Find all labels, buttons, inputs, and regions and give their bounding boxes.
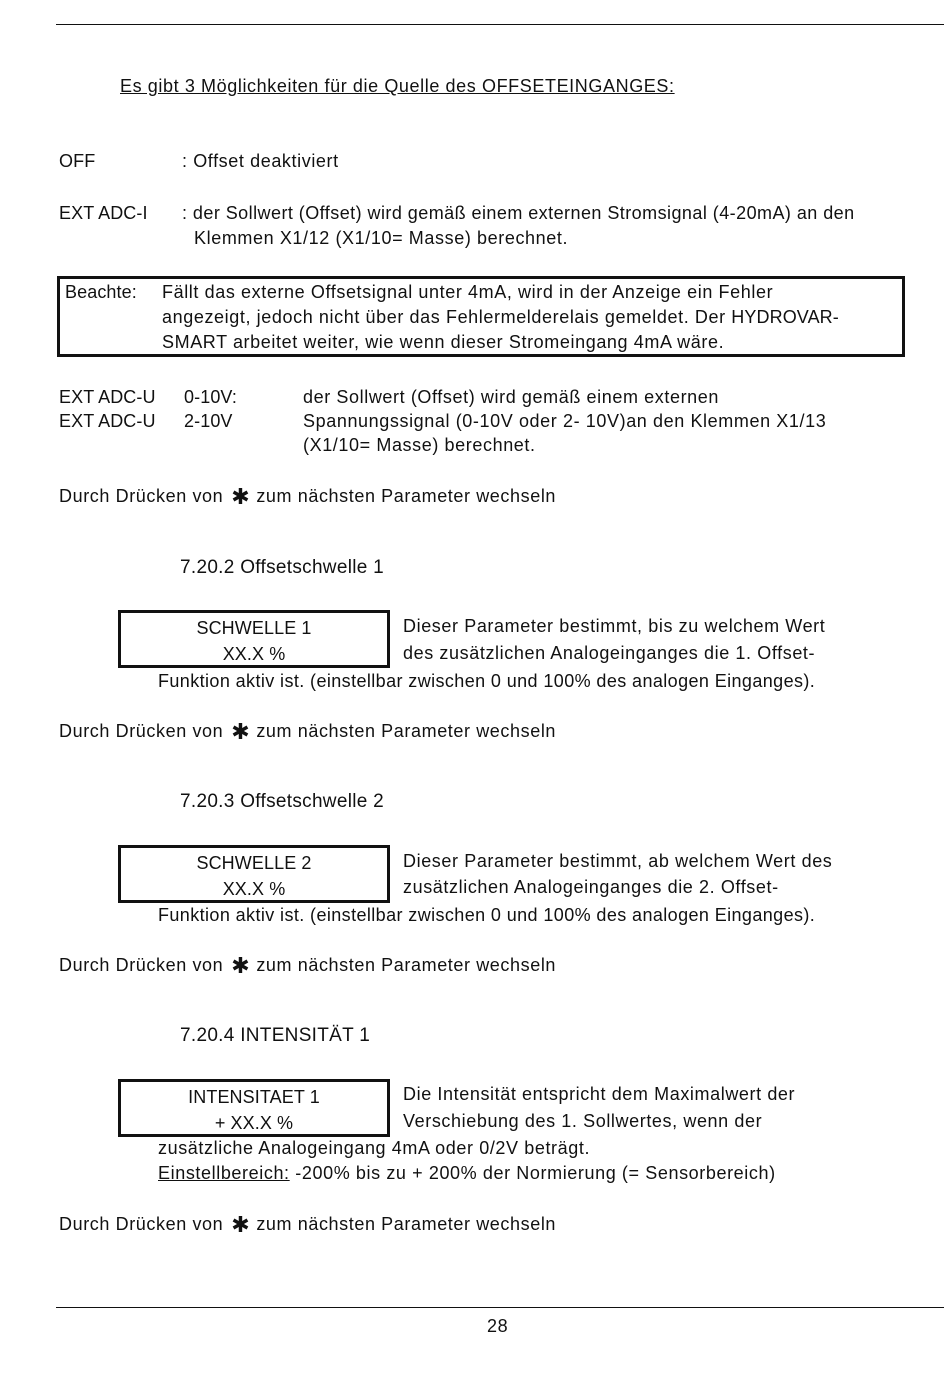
display-line-1: SCHWELLE 2 (196, 853, 312, 873)
section-desc-line2: Verschiebung des 1. Sollwertes, wenn der (403, 1111, 763, 1131)
next-param-hint (59, 955, 556, 977)
ext-adc-u-line2: Spannungssignal (0-10V oder 2- 10V)an den Klemmen X1/13 (303, 411, 827, 431)
note-product-name: HYDROVAR- (731, 307, 839, 327)
section-desc-line1: Dieser Parameter bestimmt, bis zu welchem Wert (403, 616, 826, 636)
asterisk-key-icon: ✱ (231, 719, 251, 744)
next-param-suffix: zum nächsten Parameter wechseln (256, 1214, 557, 1234)
next-param-suffix: zum nächsten Parameter wechseln (256, 721, 557, 741)
note-label: Beachte: (65, 282, 137, 302)
note-line3: SMART arbeitet weiter, wie wenn dieser Stromeingang 4mA wäre. (162, 332, 725, 352)
next-param-hint (59, 1214, 556, 1236)
parameter-display-box (118, 610, 390, 668)
display-line-1: SCHWELLE 1 (196, 618, 312, 638)
ext-adc-u-line1: der Sollwert (Offset) wird gemäß einem externen (303, 387, 720, 407)
option-ext-adc-i-line1: : der Sollwert (Offset) wird gemäß einem externen Stromsignal (4-20mA) an den (182, 203, 855, 223)
ext-adc-u-range-2: 2-10V (184, 411, 233, 431)
page-number: 28 (487, 1316, 509, 1336)
note-line2 (162, 307, 839, 328)
section-desc-line3: Funktion aktiv ist. (einstellbar zwischen 0 und 100% des analogen Einganges). (158, 671, 816, 691)
next-param-suffix: zum nächsten Parameter wechseln (256, 955, 557, 975)
section-desc-line2: zusätzlichen Analogeinganges die 2. Offset- (403, 877, 779, 897)
option-off-label: OFF (59, 151, 96, 171)
setting-range-text: -200% bis zu + 200% der Normierung (= Sensorbereich) (289, 1163, 776, 1183)
section-desc-line1: Dieser Parameter bestimmt, ab welchem Wert des (403, 851, 833, 871)
parameter-display-box (118, 845, 390, 903)
next-param-hint (59, 721, 556, 743)
asterisk-key-icon: ✱ (231, 953, 251, 978)
note-line1: Fällt das externe Offsetsignal unter 4mA, wird in der Anzeige ein Fehler (162, 282, 774, 302)
section-heading: 7.20.3 Offsetschwelle 2 (180, 791, 385, 812)
next-param-prefix: Durch Drücken von (59, 1214, 224, 1234)
ext-adc-u-line3: (X1/10= Masse) berechnet. (303, 435, 536, 455)
intro-text: Es gibt 3 Möglichkeiten für die Quelle des OFFSETEINGANGES: (120, 76, 675, 96)
asterisk-key-icon: ✱ (231, 484, 251, 509)
asterisk-key-icon: ✱ (231, 1212, 251, 1237)
next-param-prefix: Durch Drücken von (59, 486, 224, 506)
option-off-text: : Offset deaktiviert (182, 151, 339, 171)
section-desc-line3: Funktion aktiv ist. (einstellbar zwischen 0 und 100% des analogen Einganges). (158, 905, 816, 925)
option-ext-adc-i-line2: Klemmen X1/12 (X1/10= Masse) berechnet. (194, 228, 569, 248)
top-rule (56, 24, 944, 25)
bottom-rule (56, 1307, 944, 1308)
next-param-prefix: Durch Drücken von (59, 721, 224, 741)
ext-adc-u-range-1: 0-10V: (184, 387, 237, 407)
display-line-2: XX.X % (222, 644, 286, 664)
section-desc-line3: zusätzliche Analogeingang 4mA oder 0/2V beträgt. (158, 1138, 591, 1158)
next-param-suffix: zum nächsten Parameter wechseln (256, 486, 557, 506)
section-heading: 7.20.2 Offsetschwelle 1 (180, 557, 385, 578)
ext-adc-u-label-1: EXT ADC-U (59, 387, 156, 407)
option-ext-adc-i-label: EXT ADC-I (59, 203, 148, 223)
section-desc-line1: Die Intensität entspricht dem Maximalwert der (403, 1084, 796, 1104)
display-line-2: + XX.X % (214, 1113, 294, 1133)
ext-adc-u-label-2: EXT ADC-U (59, 411, 156, 431)
setting-range (158, 1163, 776, 1184)
next-param-prefix: Durch Drücken von (59, 955, 224, 975)
note-line2-text: angezeigt, jedoch nicht über das Fehlermelderelais gemeldet. Der (162, 307, 732, 327)
setting-range-label: Einstellbereich: (158, 1163, 290, 1183)
section-desc-line2: des zusätzlichen Analogeinganges die 1. Offset- (403, 643, 816, 663)
section-heading: 7.20.4 INTENSITÄT 1 (180, 1025, 371, 1046)
display-line-2: XX.X % (222, 879, 286, 899)
next-param-hint (59, 486, 556, 508)
parameter-display-box (118, 1079, 390, 1137)
display-line-1: INTENSITAET 1 (188, 1087, 320, 1107)
